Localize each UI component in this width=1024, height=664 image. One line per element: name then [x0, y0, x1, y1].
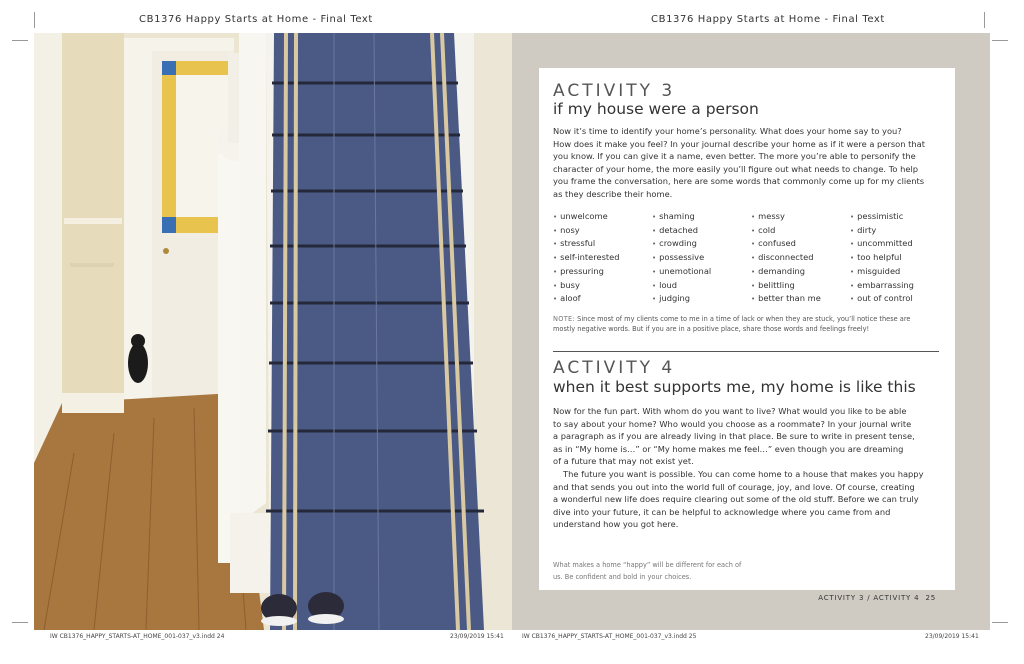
list-item: • disconnected: [751, 251, 850, 265]
activity3-note: NOTE: Since most of my clients come to me in a time of lack or when they are stuck, you’ll notice these are mostly negative words. But if you are in a positive place, share those words and feelings freely!: [553, 315, 911, 333]
crop-mark: [992, 40, 1008, 41]
list-item: • too helpful: [850, 251, 949, 265]
running-header-right: CB1376 Happy Starts at Home - Final Text: [651, 14, 885, 25]
word-column: [751, 210, 850, 306]
photo-caption: What makes a home “happy” will be different for each of us. Be confident and bold in your choices.: [553, 561, 742, 581]
personality-word-list: [553, 210, 953, 306]
activity3-subtitle: if my house were a person: [553, 100, 759, 118]
crop-mark: [12, 622, 28, 623]
list-item: • unwelcome: [553, 210, 652, 224]
list-item: • self-interested: [553, 251, 652, 265]
list-item: • unemotional: [652, 265, 751, 279]
content-card: [539, 68, 955, 590]
word-column: [553, 210, 652, 306]
staircase-illustration: [34, 33, 512, 630]
text-page: [512, 33, 990, 630]
list-item: • out of control: [850, 292, 949, 306]
crop-mark: [992, 622, 1008, 623]
activity4-heading: ACTIVITY 4: [553, 358, 676, 378]
activity4-paragraph-2: The future you want is possible. You can come home to a house that makes you happy and that sends you out into the world full of courage, joy, and love. Of course, creating a wonderful new life does require clearing out some of the old stuff. Before we can truly dive into your future, it can be helpful to acknowledge where you came from and understand how you got here.: [553, 469, 924, 530]
section-divider: [553, 351, 939, 352]
activity3-intro: Now it’s time to identify your home’s personality. What does your home say to you? How does it make you feel? In your journal describe your home as if it were a person that you know. If you can give it a name, even better. The more you’re able to personify the character of your home, the more easily you’ll figure out what needs to change. To help you frame the conversation, here are some words that commonly come up for my clients as they describe their home.: [553, 126, 925, 199]
list-item: • cold: [751, 224, 850, 238]
running-header-left: CB1376 Happy Starts at Home - Final Text: [139, 14, 373, 25]
slug-file-right: IW CB1376_HAPPY_STARTS-AT_HOME_001-037_v3.indd 25: [522, 633, 697, 640]
staircase-photo: [34, 33, 512, 630]
list-item: • uncommitted: [850, 237, 949, 251]
word-column: [652, 210, 751, 306]
list-item: • aloof: [553, 292, 652, 306]
list-item: • confused: [751, 237, 850, 251]
list-item: • nosy: [553, 224, 652, 238]
list-item: • dirty: [850, 224, 949, 238]
crop-mark: [34, 12, 35, 28]
list-item: • messy: [751, 210, 850, 224]
list-item: • embarrassing: [850, 279, 949, 293]
crop-mark: [12, 40, 28, 41]
list-item: • misguided: [850, 265, 949, 279]
note-label: NOTE:: [553, 315, 576, 323]
list-item: • stressful: [553, 237, 652, 251]
list-item: • belittling: [751, 279, 850, 293]
page-number: 25: [925, 594, 936, 602]
activity4-subtitle: when it best supports me, my home is like this: [553, 378, 916, 396]
word-column: [850, 210, 949, 306]
activity3-heading: ACTIVITY 3: [553, 81, 676, 101]
list-item: • loud: [652, 279, 751, 293]
slug-file-left: IW CB1376_HAPPY_STARTS-AT_HOME_001-037_v3.indd 24: [50, 633, 225, 640]
footer-section-label: ACTIVITY 3 / ACTIVITY 4: [818, 594, 920, 602]
page-footer: [818, 594, 936, 602]
list-item: • busy: [553, 279, 652, 293]
list-item: • shaming: [652, 210, 751, 224]
list-item: • detached: [652, 224, 751, 238]
list-item: • judging: [652, 292, 751, 306]
slug-date-right: 23/09/2019 15:41: [925, 633, 979, 640]
list-item: • pressuring: [553, 265, 652, 279]
list-item: • pessimistic: [850, 210, 949, 224]
list-item: • crowding: [652, 237, 751, 251]
list-item: • demanding: [751, 265, 850, 279]
crop-mark: [984, 12, 985, 28]
activity4-paragraph-1: Now for the fun part. With whom do you want to live? What would you like to be able to say about your home? Who would you choose as a roommate? In your journal write a paragraph as if you are already living in that place. Be sure to write in present tense, as in “My home is…” or “My home makes me feel…” even though you are dreaming of a future that may not exist yet.: [553, 406, 915, 467]
slug-date-left: 23/09/2019 15:41: [450, 633, 504, 640]
list-item: • possessive: [652, 251, 751, 265]
list-item: • better than me: [751, 292, 850, 306]
